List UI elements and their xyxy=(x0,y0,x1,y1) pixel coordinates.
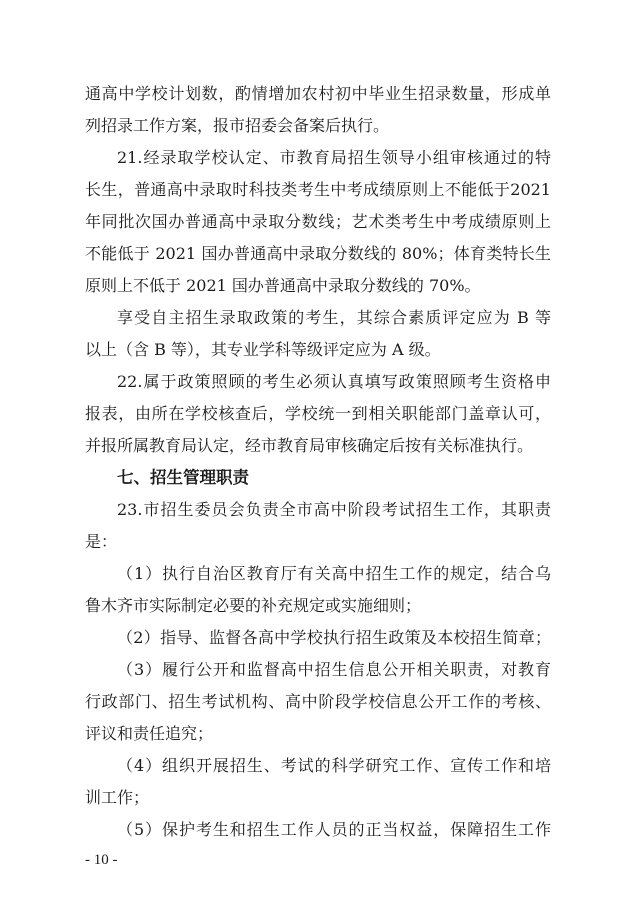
text-line: 是： xyxy=(85,532,118,551)
text-line: 行政部门、招生考试机构、高中阶段学校信息公开工作的考核、 xyxy=(85,692,551,711)
text-line: 年同批次国办普通高中录取分数线；艺术类考生中考成绩原则上 xyxy=(85,212,551,231)
page-number: - 10 - xyxy=(85,852,118,868)
text-line: 不能低于 2021 国办普通高中录取分数线的 80%；体育类特长生 xyxy=(85,244,551,263)
text-line: （2）指导、监督各高中学校执行招生政策及本校招生简章； xyxy=(117,628,551,647)
text-line: 22.属于政策照顾的考生必须认真填写政策照顾考生资格申 xyxy=(117,372,551,391)
text-line: 评议和责任追究； xyxy=(85,724,214,743)
text-line: 列招录工作方案，报市招委会备案后执行。 xyxy=(85,116,390,135)
text-line: 以上（含 B 等），其专业学科等级评定应为 A 级。 xyxy=(85,340,441,359)
text-line: 并报所属教育局认定，经市教育局审核确定后按有关标准执行。 xyxy=(85,436,534,455)
text-line: （5）保护考生和招生工作人员的正当权益，保障招生工作 xyxy=(117,820,551,839)
text-line: 享受自主招生录取政策的考生，其综合素质评定应为 B 等 xyxy=(117,308,551,327)
text-line: （3）履行公开和监督高中招生信息公开相关职责，对教育 xyxy=(117,660,551,679)
text-line: 鲁木齐市实际制定必要的补充规定或实施细则； xyxy=(85,596,422,615)
text-line: 通高中学校计划数，酌情增加农村初中毕业生招录数量，形成单 xyxy=(85,84,551,103)
text-line: 报表，由所在学校核查后，学校统一到相关职能部门盖章认可， xyxy=(85,404,551,423)
text-line: 原则上不低于 2021 国办普通高中录取分数线的 70%。 xyxy=(85,276,481,295)
text-line: （4）组织开展招生、考试的科学研究工作、宣传工作和培 xyxy=(117,756,551,775)
text-line: 长生，普通高中录取时科技类考生中考成绩原则上不能低于2021 xyxy=(85,180,551,199)
text-line: 21.经录取学校认定、市教育局招生领导小组审核通过的特 xyxy=(117,148,551,167)
text-line: （1）执行自治区教育厅有关高中招生工作的规定，结合乌 xyxy=(117,564,551,583)
text-line: 23.市招生委员会负责全市高中阶段考试招生工作，其职责 xyxy=(117,500,551,519)
text-line: 训工作； xyxy=(85,788,150,807)
section-heading: 七、招生管理职责 xyxy=(117,468,249,487)
